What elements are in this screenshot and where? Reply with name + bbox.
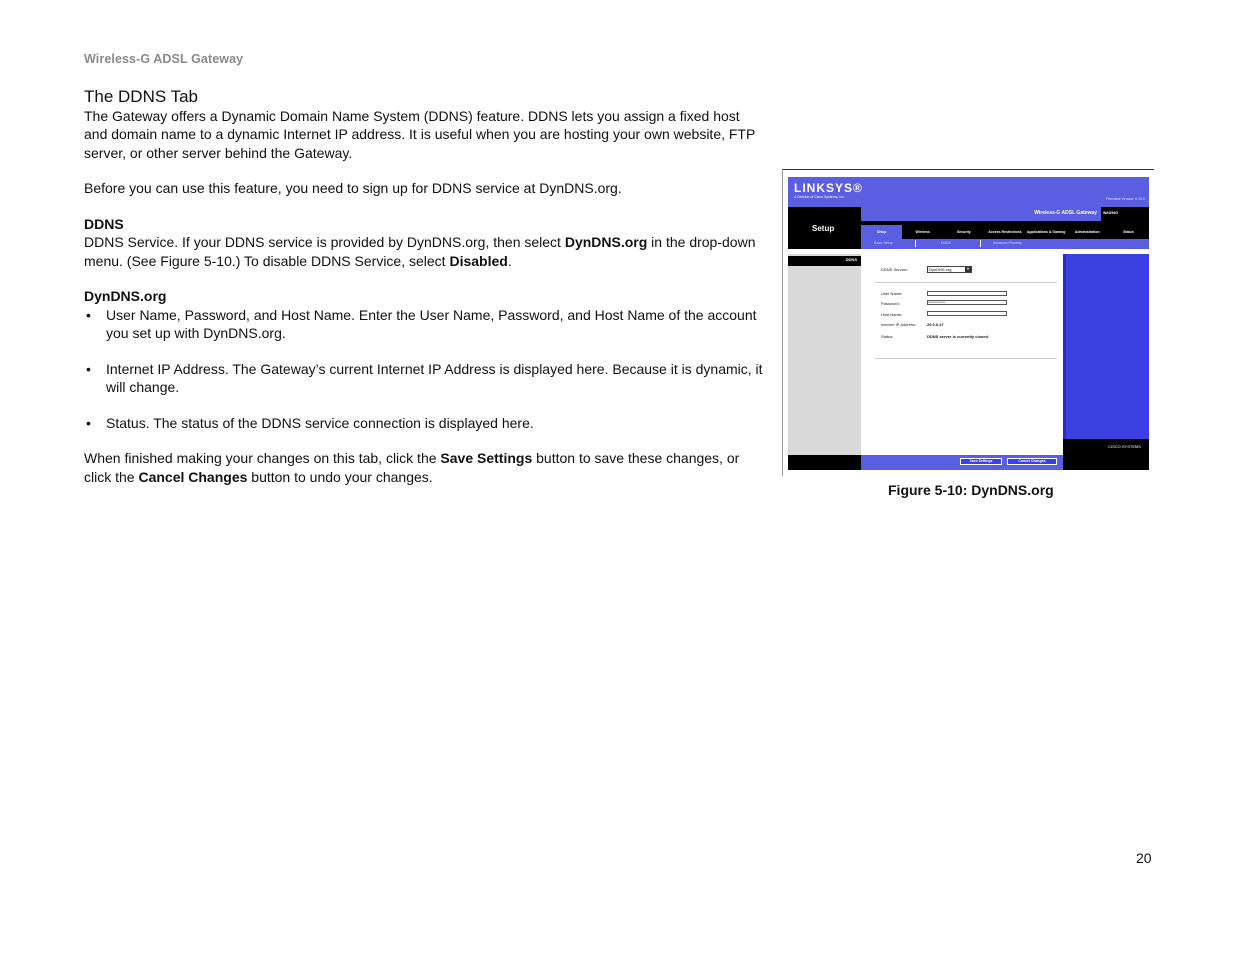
status-value: DDNS server is currently closed. <box>927 334 990 339</box>
tab-security[interactable]: Security <box>956 230 971 234</box>
subtab-divider <box>980 240 981 247</box>
subtab-divider <box>915 240 916 247</box>
main-text-column <box>84 88 764 486</box>
tab-status[interactable]: Status <box>1123 230 1134 234</box>
hostname-input[interactable] <box>927 311 1007 316</box>
subtab-advanced-routing[interactable]: Advanced Routing <box>993 241 1022 245</box>
chevron-down-icon: ▼ <box>966 267 970 271</box>
username-input[interactable] <box>927 291 1007 296</box>
page-number: 20 <box>1136 850 1152 866</box>
tab-administration[interactable]: Administration <box>1074 230 1100 234</box>
cancel-changes-button[interactable]: Cancel Changes <box>1007 458 1057 465</box>
router-top-bar <box>788 177 1149 207</box>
ip-label: Internet IP Address: <box>881 322 917 327</box>
section-title: The DDNS Tab <box>84 87 199 106</box>
dyndns-bullet-list <box>84 306 764 433</box>
bottom-left-block <box>788 455 861 470</box>
password-label: Password: <box>881 301 900 306</box>
cisco-logo: CISCO SYSTEMS <box>1108 444 1141 449</box>
intro-paragraph-1: The Gateway offers a Dynamic Domain Name System (DDNS) feature. DDNS lets you assign a fixed host and domain name to a dynamic Internet IP address. It is useful when you are hosting your own website, FTP server, or other server behind the Gateway. <box>84 107 756 161</box>
bullet-item: • Status. The status of the DDNS service connection is displayed here. <box>84 414 764 433</box>
tab-setup[interactable]: Setup <box>861 225 902 239</box>
closing-text-2: button to save these changes, or click the <box>84 450 740 485</box>
ddns-service-label: DDNS Service: <box>881 267 908 272</box>
subtab-basic-setup[interactable]: Basic Setup <box>874 241 893 245</box>
firmware-version: Firmware Version: 0.10.0 <box>1106 197 1145 201</box>
sub-tabs <box>861 239 1149 249</box>
sidebar-label: DDNS <box>845 257 857 262</box>
hostname-label: Host Name: <box>881 312 903 317</box>
ddns-bold-2: Disabled <box>449 252 508 269</box>
bullet-item: • Internet IP Address. The Gateway’s current Internet IP Address is displayed here. Because it is dynamic, it will change. <box>84 360 764 397</box>
figure-caption: Figure 5-10: DynDNS.org <box>888 482 1054 498</box>
running-header: Wireless-G ADSL Gateway <box>84 52 244 66</box>
ddns-text-3: . <box>507 252 512 269</box>
router-screenshot <box>788 177 1149 470</box>
tab-applications-gaming[interactable]: Applications & Gaming <box>1026 230 1066 234</box>
cisco-logo-block <box>1063 439 1149 470</box>
closing-paragraph <box>84 449 764 486</box>
button-bar <box>861 455 1063 470</box>
ip-value: 20.0.0.47 <box>927 322 944 327</box>
bullet-item: • User Name, Password, and Host Name. Enter the User Name, Password, and Host Name of the account you set up with DynDNS.org. <box>84 306 764 343</box>
form-divider <box>875 358 1057 359</box>
sidebar-section-bar <box>788 256 861 266</box>
username-label: User Name: <box>881 291 903 296</box>
product-name: Wireless-G ADSL Gateway <box>1034 210 1097 216</box>
status-label: Status: <box>881 334 894 339</box>
ddns-paragraph <box>84 233 764 270</box>
router-form <box>861 254 1063 455</box>
section-label: Setup <box>812 224 835 233</box>
product-bar <box>861 207 1101 221</box>
password-input[interactable]: •••••••••••••••• <box>927 300 1007 305</box>
brand-subtitle: A Division of Cisco Systems, Inc. <box>794 195 845 199</box>
closing-text-3: button to undo your changes. <box>247 468 433 485</box>
ddns-heading: DDNS <box>84 215 124 232</box>
ddns-text-2: in the drop-down menu. (See Figure 5-10.) To disable DDNS Service, select <box>84 234 756 269</box>
form-divider <box>875 282 1057 283</box>
figure-frame <box>782 169 1154 476</box>
ddns-bold-1: DynDNS.org <box>564 234 648 250</box>
main-tabs <box>861 225 1149 239</box>
router-sidebar <box>788 249 861 470</box>
ddns-service-value: DynDNS.org <box>929 267 952 272</box>
tab-access-restrictions[interactable]: Access Restrictions <box>988 230 1022 234</box>
model-number: WAG54G <box>1103 211 1118 215</box>
ddns-service-select[interactable] <box>927 266 972 273</box>
linksys-logo: LINKSYS® <box>794 181 863 195</box>
tab-wireless[interactable]: Wireless <box>915 230 930 234</box>
closing-bold-2: Cancel Changes <box>138 468 248 485</box>
section-block <box>788 207 861 249</box>
subtab-ddns[interactable]: DDNS <box>941 241 951 245</box>
save-settings-button[interactable]: Save Settings <box>960 458 1002 465</box>
closing-text-1: When finished making your changes on this tab, click the <box>84 450 441 466</box>
ddns-text-1: DDNS Service. If your DDNS service is provided by DynDNS.org, then select <box>84 234 565 250</box>
closing-bold-1: Save Settings <box>440 450 533 466</box>
intro-paragraph-2: Before you can use this feature, you need to sign up for DDNS service at DynDNS.org. <box>84 180 622 196</box>
router-right-panel <box>1063 254 1149 470</box>
dyndns-heading: DynDNS.org <box>84 288 167 304</box>
